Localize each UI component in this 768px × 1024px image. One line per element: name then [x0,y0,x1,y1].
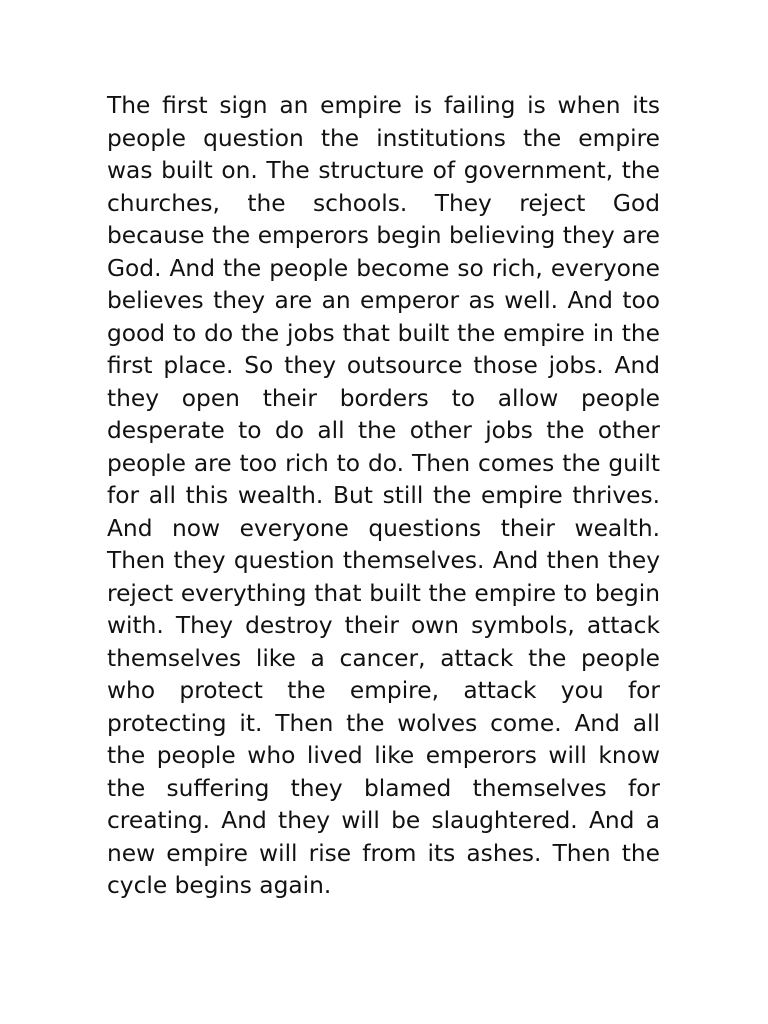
body-paragraph: The first sign an empire is failing is when its people question the institutions the empire was built on. The structure of government, the churches, the schools. They reject God because the emperors begin believing they are God. And the people become so rich, everyone believes they are an emperor as well. And too good to do the jobs that built the empire in the first place. So they outsource those jobs. And they open their borders to allow people desperate to do all the other jobs the other people are too rich to do. Then comes the guilt for all this wealth. But still the empire thrives. And now everyone questions their wealth. Then they question themselves. And then they reject everything that built the empire to begin with. They destroy their own symbols, attack themselves like a cancer, attack the people who protect the empire, attack you for protecting it. Then the wolves come. And all the people who lived like emperors will know the suffering they blamed themselves for creating. And they will be slaughtered. And a new empire will rise from its ashes. Then the cycle begins again. [107,92,660,899]
